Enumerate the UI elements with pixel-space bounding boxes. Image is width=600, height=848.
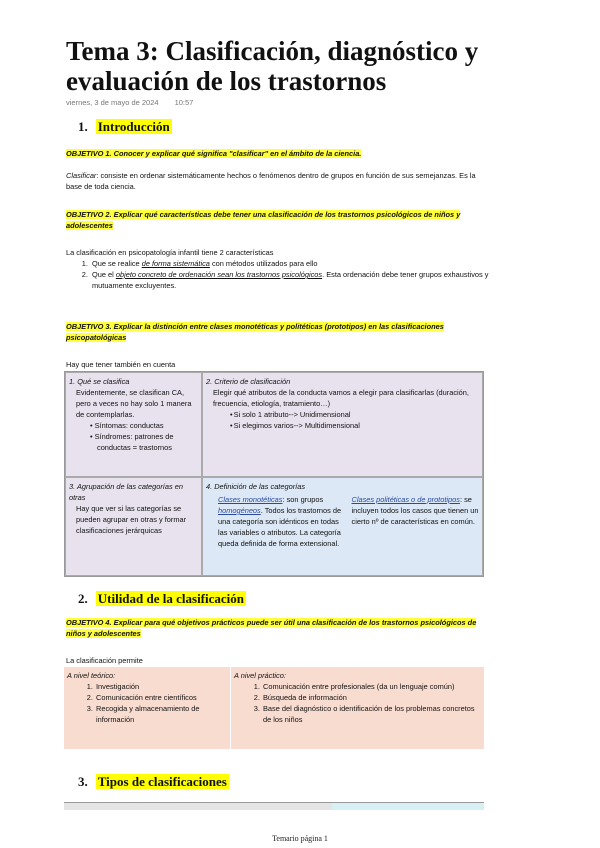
objective-4 [66,617,484,639]
caracteristicas-list [66,258,508,291]
cell-text: Evidentemente, se clasifican CA, pero a veces no hay solo 1 manera de contemplarlas. [76,388,192,419]
definition-text: : consiste en ordenar sistemáticamente hechos o fenómenos dentro de grupos en función de sus semejanzas. Es la base de toda ciencia. [66,171,476,191]
section-heading-tipos [78,774,229,790]
table-cell [332,802,484,810]
cell-heading: 3. Agrupación de las categorías en otras [69,482,183,502]
politeticas-block: Clases politéticas o de prototipos: se incluyen todos los casos que tienen un cierto nº de características en común. [351,495,479,526]
section-number: 3. [78,774,88,789]
practico-list [234,681,481,725]
objective-text: OBJETIVO 4. Explicar para qué objetivos prácticos puede ser útil una clasificación de los trastornos psicológicos de niños y adolescentes [66,618,477,638]
date-text: viernes, 3 de mayo de 2024 [66,98,159,107]
underlined-term: de forma sistemática [141,259,210,268]
list-item: 1. Investigación [95,681,227,692]
list-item: 3. Recogida y almacenamiento de información [95,703,227,725]
page-footer: Temario página 1 [272,834,328,843]
table-cell [64,802,332,810]
definition-term: Clasificar [66,171,97,180]
table-cell-practico [230,667,484,749]
section-heading-utilidad [78,591,246,607]
time-text: 10:57 [174,98,194,107]
section-number: 1. [78,119,88,134]
table-cell-agrupacion [65,477,202,576]
list-item: 1. Comunicación entre profesionales (da un lenguaje común) [262,681,481,692]
objective-3 [66,321,484,343]
list-item: • Si solo 1 atributo--> Unidimensional [230,409,479,420]
utility-levels-table [64,667,484,749]
cell-heading: A nivel práctico: [234,671,286,680]
class-types [206,494,479,549]
caracteristicas-intro: La clasificación en psicopatología infantil tiene 2 características [66,248,274,257]
cell-bullets [69,420,198,453]
clasificar-definition [66,170,484,192]
list-item: 3. Base del diagnóstico o identificación de los problemas concretos de los niños [262,703,481,725]
cell-heading: 2. Criterio de clasificación [206,377,291,386]
page-title: Tema 3: Clasificación, diagnóstico y evaluación de los trastornos [66,36,479,96]
cell-bullets [206,409,479,431]
table-cell-criterio [202,372,483,477]
homogeneos-link[interactable]: homogéneos [218,506,261,515]
cell-text: Elegir qué atributos de la conducta vamos a elegir para clasificarlas (duración, frecuencia, etiología, tratamiento…) [213,388,469,408]
list-item: 2. Que el objeto concreto de ordenación sean los trastornos psicológicos. Esta ordenación debe tener grupos exhaustivos y mutuamente excluyentes. [90,269,508,291]
underlined-term: objeto concreto de ordenación sean los trastornos psicológicos [115,270,323,279]
table-cell-teorico [64,667,230,749]
teorico-list [67,681,227,725]
list-item: • Síntomas: conductas [97,420,198,431]
section-title: Tipos de clasificaciones [97,774,227,789]
section-number: 2. [78,591,88,606]
classification-aspects-table [64,371,484,577]
section-heading-introduccion [78,119,172,135]
objective-2 [66,209,484,231]
objective-text: OBJETIVO 3. Explicar la distinción entre clases monotéticas y politéticas (prototipos) en las clasificaciones psicopatológicas [66,322,444,342]
list-item: 1. Que se realice de forma sistemática con métodos utilizados para ello [90,258,508,269]
list-item: • Síndromes: patrones de conductas = trastornos [97,431,198,453]
politeticas-link[interactable]: Clases politéticas o de prototipos [351,495,460,504]
types-table-top [64,802,484,810]
table-cell-que-se-clasifica [65,372,202,477]
cell-heading: 1. Qué se clasifica [69,377,130,386]
cell-text: Hay que ver si las categorías se pueden agrupar en otras y formar clasificaciones jerárquicas [76,504,187,535]
permite-label: La clasificación permite [66,656,143,665]
table-cell-definicion [202,477,483,576]
objective-1 [66,148,484,159]
section-title: Utilidad de la clasificación [97,591,244,606]
cell-heading: 4. Definición de las categorías [206,482,306,491]
monoteticas-link[interactable]: Clases monotéticas [218,495,283,504]
cell-heading: A nivel teórico: [67,671,116,680]
list-item: 2. Búsqueda de información [262,692,481,703]
monoteticas-block: Clases monotéticas: son grupos homogéneos. Todos los trastornos de una categoría son idénticos en todas las variables o atributos. La categoría queda definida de forma extensional. [218,495,342,548]
tener-en-cuenta-label: Hay que tener también en cuenta [66,360,176,369]
list-item: • Si elegimos varios--> Multidimensional [230,420,479,431]
section-title: Introducción [97,119,170,134]
objective-text: OBJETIVO 2. Explicar qué características debe tener una clasificación de los trastornos psicológicos de niños y adolescentes [66,210,461,230]
date-line [66,98,193,107]
objective-text: OBJETIVO 1. Conocer y explicar qué significa "clasificar" en el ámbito de la ciencia. [66,149,362,158]
list-item: 2. Comunicación entre científicos [95,692,227,703]
